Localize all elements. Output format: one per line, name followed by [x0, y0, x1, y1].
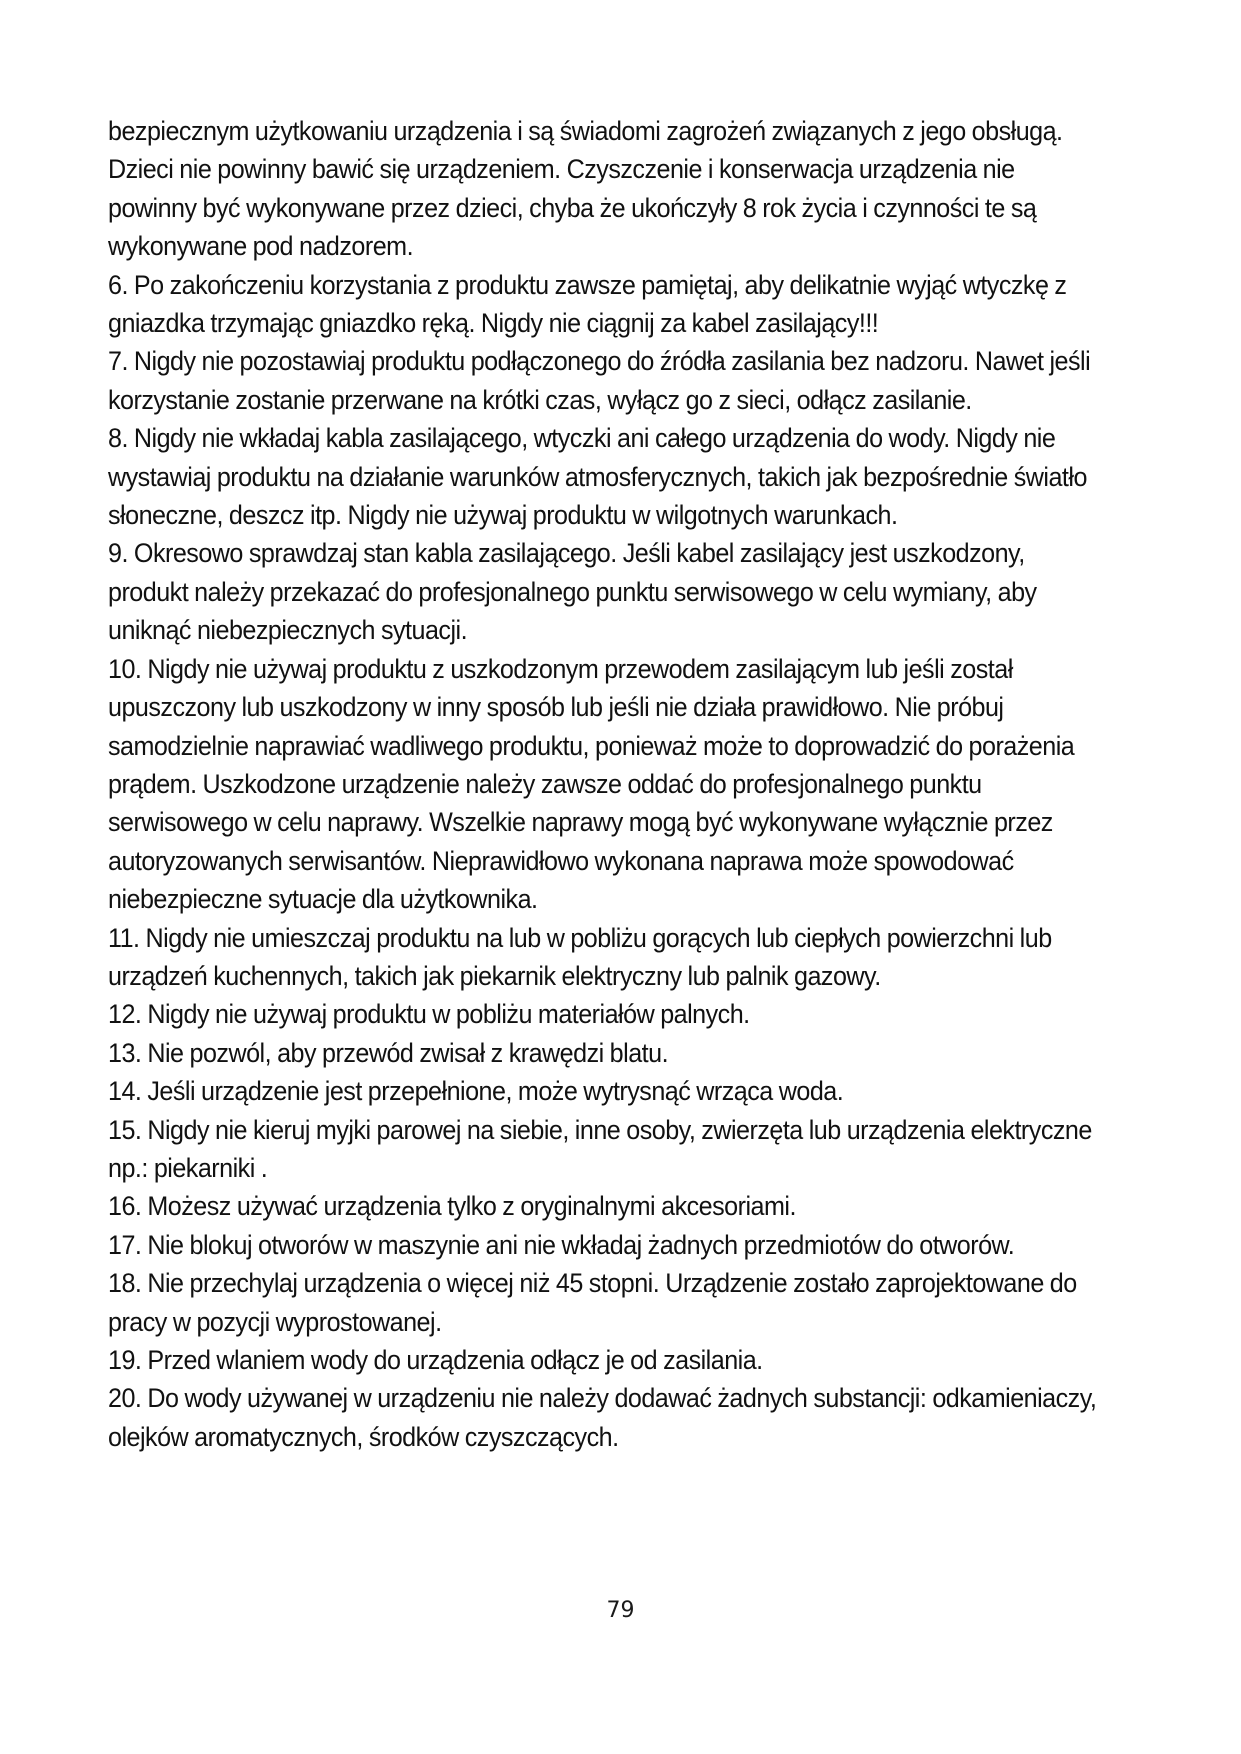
safety-item-14: 14. Jeśli urządzenie jest przepełnione, może wytrysnąć wrząca woda. [108, 1076, 844, 1107]
safety-item-12: 12. Nigdy nie używaj produktu w pobliżu materiałów palnych. [108, 999, 750, 1030]
safety-item-11: 11. Nigdy nie umieszczaj produktu na lub w pobliżu gorących lub ciepłych powierzchni lub urządzeń kuchennych, takich jak piekarnik elektryczny lub palnik gazowy. [108, 922, 1052, 991]
paragraph-continuation: bezpiecznym użytkowaniu urządzenia i są świadomi zagrożeń związanych z jego obsługą. Dzieci nie powinny bawić się urządzeniem. Czyszczenie i konserwacja urządzenia nie powinny być wykonywane przez dzieci, chyba że ukończyły 8 rok życia i czynności te są wykonywane pod nadzorem. [108, 116, 1063, 262]
page-number: 79 [606, 1598, 635, 1623]
safety-item-18: 18. Nie przechylaj urządzenia o więcej niż 45 stopni. Urządzenie zostało zaprojektowane do pracy w pozycji wyprostowanej. [108, 1268, 1077, 1337]
safety-item-7: 7. Nigdy nie pozostawiaj produktu podłączonego do źródła zasilania bez nadzoru. Nawet jeśli korzystanie zostanie przerwane na krótki czas, wyłącz go z sieci, odłącz zasilanie. [108, 346, 1091, 415]
safety-item-9: 9. Okresowo sprawdzaj stan kabla zasilającego. Jeśli kabel zasilający jest uszkodzony, produkt należy przekazać do profesjonalnego punktu serwisowego w celu wymiany, aby uniknąć niebezpiecznych sytuacji. [108, 538, 1037, 646]
safety-item-15: 15. Nigdy nie kieruj myjki parowej na siebie, inne osoby, zwierzęta lub urządzenia elektryczne np.: piekarniki . [108, 1114, 1092, 1183]
safety-item-19: 19. Przed wlaniem wody do urządzenia odłącz je od zasilania. [108, 1345, 763, 1375]
safety-item-10: 10. Nigdy nie używaj produktu z uszkodzonym przewodem zasilającym lub jeśli został upuszczony lub uszkodzony w inny sposób lub jeśli nie działa prawidłowo. Nie próbuj samodzielnie naprawiać wadliwego produktu, ponieważ może to doprowadzić do porażenia prądem. Uszkodzone urządzenie należy zawsze oddać do profesjonalnego punktu serwisowego w celu naprawy. Wszelkie naprawy mogą być wykonywane wyłącznie przez autoryzowanych serwisantów. Nieprawidłowo wykonana naprawa może spowodować niebezpieczne sytuacje dla użytkownika. [108, 653, 1075, 915]
safety-item-6: 6. Po zakończeniu korzystania z produktu zawsze pamiętaj, aby delikatnie wyjąć wtyczkę z gniazdka trzymając gniazdko ręką. Nigdy nie ciągnij za kabel zasilający!!! [108, 269, 1067, 339]
safety-item-16: 16. Możesz używać urządzenia tylko z oryginalnymi akcesoriami. [108, 1191, 796, 1222]
safety-item-8: 8. Nigdy nie wkładaj kabla zasilającego, wtyczki ani całego urządzenia do wody. Nigdy nie wystawiaj produktu na działanie warunków atmosferycznych, takich jak bezpośrednie światło słoneczne, deszcz itp. Nigdy nie używaj produktu w wilgotnych warunkach. [108, 423, 1087, 531]
safety-item-13: 13. Nie pozwól, aby przewód zwisał z krawędzi blatu. [108, 1037, 669, 1068]
safety-item-17: 17. Nie blokuj otworów w maszynie ani nie wkładaj żadnych przedmiotów do otworów. [108, 1229, 1015, 1260]
safety-item-20: 20. Do wody używanej w urządzeniu nie należy dodawać żadnych substancji: odkamieniaczy, olejków aromatycznych, środków czyszczących. [108, 1383, 1097, 1452]
document-body [108, 112, 1103, 1456]
